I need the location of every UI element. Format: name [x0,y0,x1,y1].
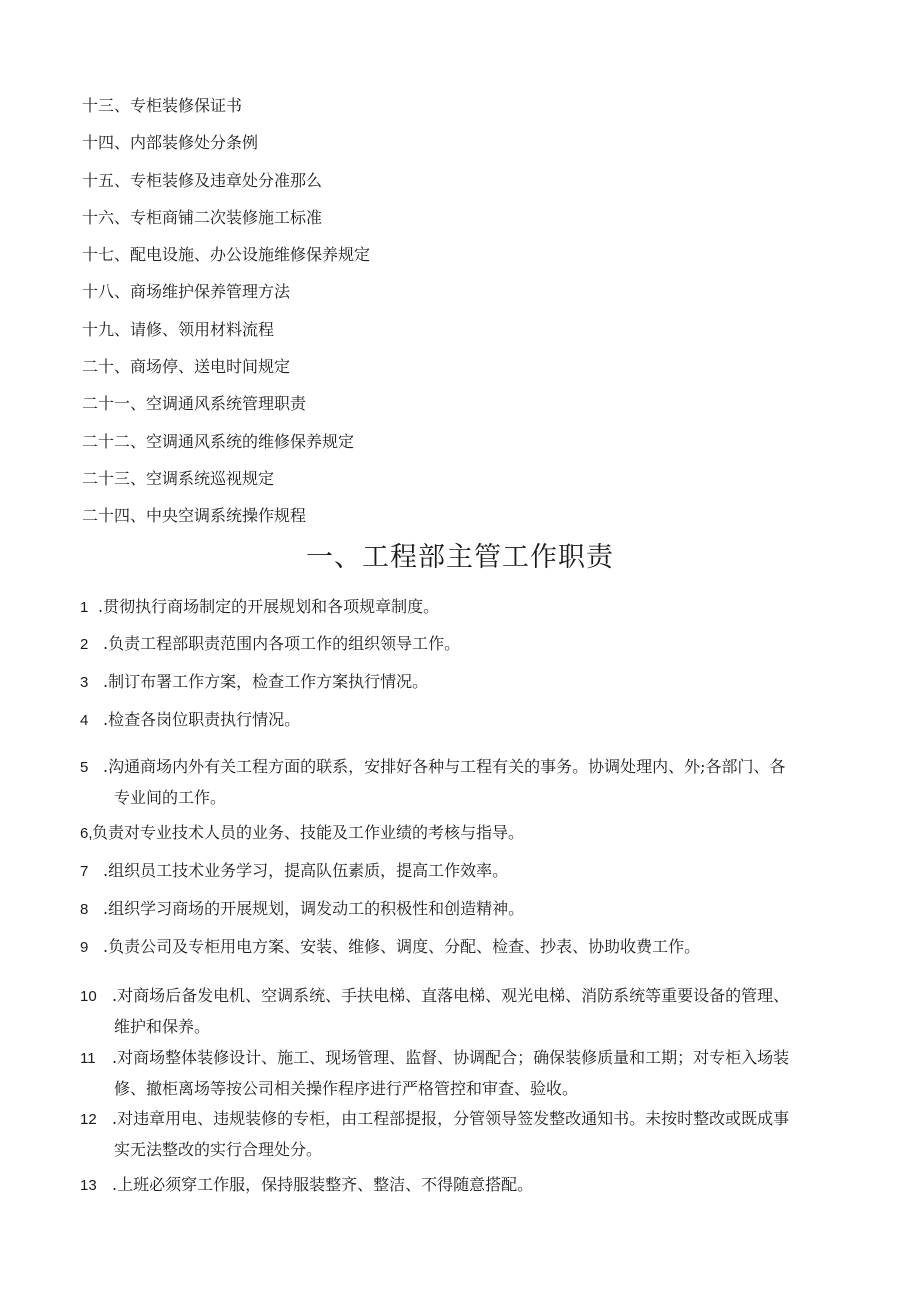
duty-text: .对商场整体装修设计、施工、现场管理、监督、协调配合；确保装修质量和工期；对专柜入场装 [112,1048,790,1067]
toc-item: 十五、专柜装修及违章处分准那么 [82,170,323,190]
duty-item [80,705,300,736]
duty-text: .组织学习商场的开展规划，调发动工的积极性和创造精神。 [103,899,525,918]
toc-item: 二十、商场停、送电时间规定 [82,357,291,377]
toc-item: 二十三、空调系统巡视规定 [82,468,275,488]
duty-text-continued: 修、撤柜离场等按公司相关操作程序进行严格管控和审查、验收。 [114,1079,579,1098]
duty-text-continued: 实无法整改的实行合理处分。 [114,1140,323,1159]
table-of-contents [82,94,370,542]
duty-text: .组织员工技术业务学习，提高队伍素质，提高工作效率。 [103,861,509,880]
duty-text: .制订布署工作方案，检查工作方案执行情况。 [103,672,429,691]
toc-item: 十七、配电设施、办公设施维修保养规定 [82,245,371,265]
duty-item [80,629,460,660]
section-heading: 一、工程部主管工作职责 [306,542,614,573]
duty-text: .上班必须穿工作服，保持服装整齐、整洁、不得随意搭配。 [112,1175,534,1194]
toc-item: 十六、专柜商铺二次装修施工标准 [82,207,323,227]
duty-text: .贯彻执行商场制定的开展规划和各项规章制度。 [98,597,440,616]
duty-item [80,1170,533,1201]
duty-number: 13 [80,1177,97,1194]
duty-text: .负责公司及专柜用电方案、安装、维修、调度、分配、检查、抄表、协助收费工作。 [103,937,701,956]
duty-item [80,818,524,849]
duty-text: .检查各岗位职责执行情况。 [103,710,301,729]
duty-text-continued: 维护和保养。 [114,1017,211,1036]
duty-number: 3 [80,674,89,691]
duty-number: 9 [80,939,89,956]
toc-item: 二十一、空调通风系统管理职责 [82,394,307,414]
duty-item [80,981,789,1042]
duty-item [80,1104,789,1165]
duty-number: 2 [80,636,89,653]
duty-text: .对违章用电、违规装修的专柜，由工程部提报，分管领导签发整改通知书。未按时整改或既成事 [112,1109,790,1128]
duty-text: .对商场后备发电机、空调系统、手扶电梯、直落电梯、观光电梯、消防系统等重要设备的管理、 [112,986,790,1005]
duty-number: 5 [80,759,89,776]
toc-item: 十九、请修、领用材料流程 [82,319,275,339]
duty-item [80,856,508,887]
toc-item: 十四、内部装修处分条例 [82,133,259,153]
duty-text: .沟通商场内外有关工程方面的联系，安排好各种与工程有关的事务。协调处理内、外;各部门、各 [103,757,786,776]
duty-item [80,932,700,963]
toc-item: 二十二、空调通风系统的维修保养规定 [82,431,355,451]
duty-number: 1 [80,599,89,616]
duty-item [80,1043,789,1104]
duty-item [80,592,439,623]
duty-item [80,752,785,813]
duty-number: 10 [80,988,97,1005]
toc-item: 二十四、中央空调系统操作规程 [82,506,307,526]
toc-item: 十三、专柜装修保证书 [82,96,243,115]
duty-number: 12 [80,1111,97,1128]
duty-number: 8 [80,901,89,918]
duty-number: 7 [80,863,89,880]
duty-text: 负责对专业技术人员的业务、技能及工作业绩的考核与指导。 [92,823,525,842]
duty-number: 11 [80,1050,96,1067]
toc-item: 十八、商场维护保养管理方法 [82,282,291,302]
duty-item [80,667,428,698]
duty-number: 6, [80,825,93,842]
duty-text-continued: 专业间的工作。 [114,788,227,807]
duty-number: 4 [80,712,89,729]
duty-text: .负责工程部职责范围内各项工作的组织领导工作。 [103,634,461,653]
duty-item [80,894,524,925]
